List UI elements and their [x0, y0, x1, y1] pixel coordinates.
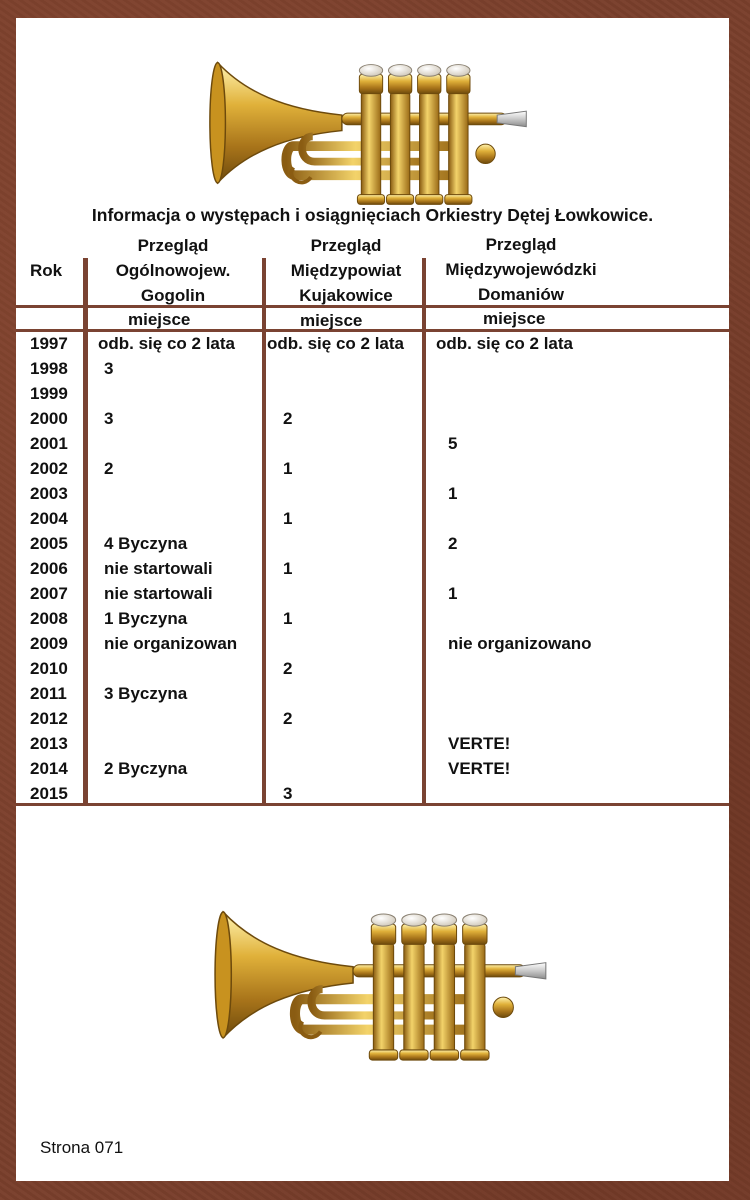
header-col1-line2: Ogólnowojew.: [115, 261, 231, 280]
row-col2: 3: [283, 784, 293, 803]
row-col2: 2: [283, 409, 293, 428]
row-year: 2012: [30, 709, 68, 728]
row-year: 1997: [30, 334, 68, 353]
row-col3: 2: [448, 534, 458, 553]
table-divider-3: [422, 258, 426, 804]
row-year: 2015: [30, 784, 68, 803]
row-year: 2005: [30, 534, 68, 553]
row-col1: nie startowali: [104, 584, 213, 603]
header-col3: [426, 232, 616, 307]
header-col2-line1: Przegląd: [310, 236, 382, 255]
subheader-col1: miejsce: [128, 310, 191, 329]
row-year: 2001: [30, 434, 68, 453]
table-rule-top: [16, 305, 729, 308]
table-divider-1: [83, 258, 88, 804]
header-col2-line3: Kujakowice: [299, 286, 393, 305]
header-col1: [88, 233, 258, 308]
row-col2: 2: [283, 659, 293, 678]
row-col1: odb. się co 2 lata: [98, 334, 235, 353]
row-col1: 4 Byczyna: [104, 534, 188, 553]
row-col1: 3: [104, 409, 114, 428]
row-col2: odb. się co 2 lata: [267, 334, 404, 353]
row-col1: 2 Byczyna: [104, 759, 188, 778]
row-year: 2011: [30, 684, 67, 703]
row-year: 2009: [30, 634, 68, 653]
table-rule-sub: [16, 329, 729, 332]
row-col3: VERTE!: [448, 734, 511, 753]
trumpet-icon: [211, 898, 556, 1073]
header-col1-line1: Przegląd: [137, 236, 209, 255]
table-rule-bottom: [16, 803, 729, 806]
row-col1: 2: [104, 459, 114, 478]
header-col3-line1: Przegląd: [485, 235, 557, 254]
row-col2: 1: [283, 609, 293, 628]
row-col2: 2: [283, 709, 293, 728]
document-page: [16, 18, 729, 1181]
row-col1: 1 Byczyna: [104, 609, 188, 628]
row-col2: 1: [283, 459, 293, 478]
row-col3: VERTE!: [448, 759, 511, 778]
row-col1: nie startowali: [104, 559, 213, 578]
row-year: 2013: [30, 734, 68, 753]
row-col3: 5: [448, 434, 458, 453]
row-col3: nie organizowano: [448, 634, 592, 653]
table-divider-2: [262, 258, 266, 804]
header-col2: [266, 233, 426, 308]
row-col2: 1: [283, 509, 293, 528]
row-year: 2004: [30, 509, 68, 528]
header-col1-line3: Gogolin: [140, 286, 206, 305]
row-year: 2000: [30, 409, 68, 428]
row-col3: 1: [448, 484, 458, 503]
subheader-col2: miejsce: [300, 311, 363, 330]
row-col3: 1: [448, 584, 458, 603]
header-year: Rok: [30, 261, 63, 280]
row-col2: 1: [283, 559, 293, 578]
header-col2-line2: Międzypowiat: [290, 261, 402, 280]
row-year: 1998: [30, 359, 68, 378]
row-year: 2010: [30, 659, 68, 678]
row-year: 2007: [30, 584, 68, 603]
header-col3-line3: Domaniów: [478, 285, 564, 304]
header-col3-line2: Międzywojewódzki: [445, 260, 597, 279]
row-col1: nie organizowan: [104, 634, 238, 653]
row-year: 2002: [30, 459, 68, 478]
row-year: 2008: [30, 609, 68, 628]
document-title: Informacja o występach i osiągnięciach Orkiestry Dętej Łowkowice.: [91, 205, 654, 225]
subheader-col3: miejsce: [483, 309, 546, 328]
row-col1: 3: [104, 359, 114, 378]
row-year: 1999: [30, 384, 68, 403]
trumpet-icon: [206, 48, 536, 218]
row-col3: odb. się co 2 lata: [436, 334, 573, 353]
row-col1: 3 Byczyna: [104, 684, 188, 703]
row-year: 2006: [30, 559, 68, 578]
row-year: 2014: [30, 759, 68, 778]
page-number: Strona 071: [40, 1138, 124, 1157]
row-year: 2003: [30, 484, 68, 503]
